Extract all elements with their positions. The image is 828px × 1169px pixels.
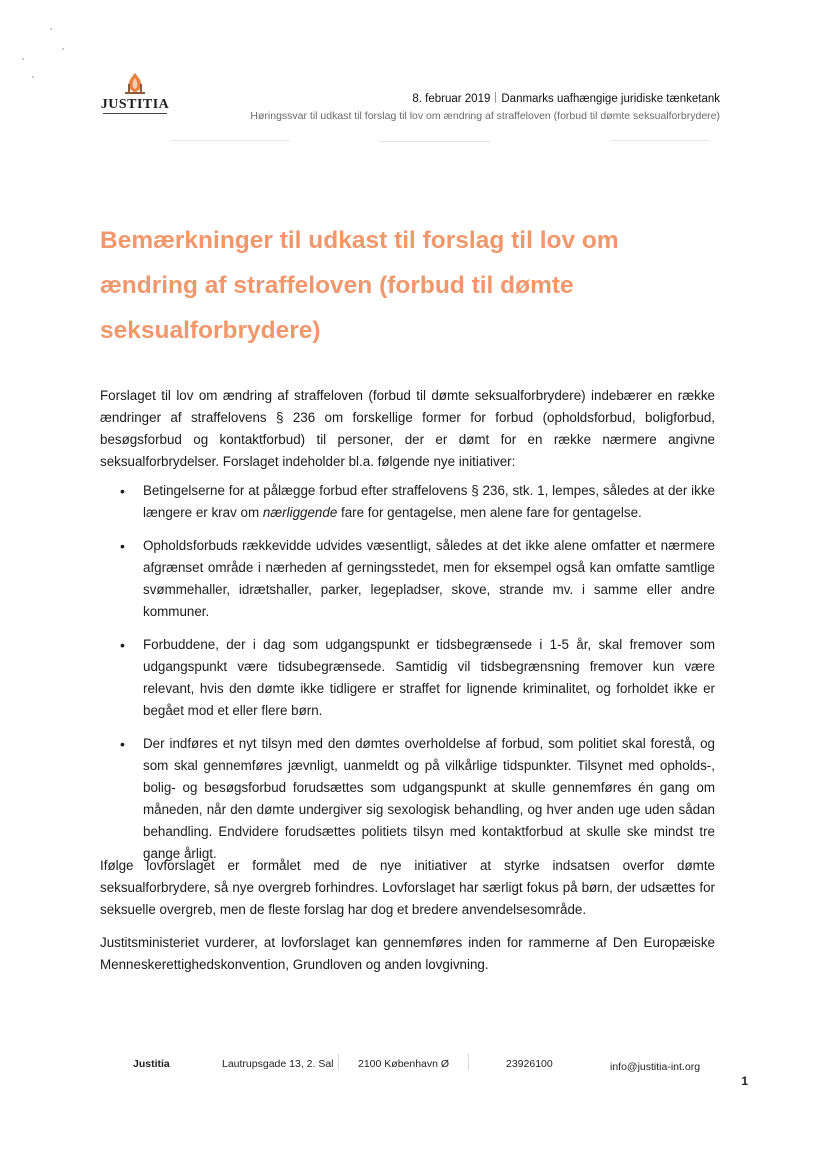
logo-wordmark: JUSTITIA xyxy=(100,97,170,112)
list-item xyxy=(100,634,715,722)
footer-city: 2100 København Ø xyxy=(358,1058,450,1070)
scan-speck xyxy=(32,76,34,78)
footer-address: Lautrupsgade 13, 2. Sal xyxy=(222,1058,334,1070)
page-number: 1 xyxy=(741,1074,748,1088)
bullet-text-1a: Betingelserne for at pålægge forbud efter straffelovens § 236, stk. 1, lempes, således at der ikke længere er krav om xyxy=(143,483,715,520)
scan-artifact-line xyxy=(610,140,710,141)
footer-phone: 23926100 xyxy=(506,1058,553,1070)
bullet-dot-icon: • xyxy=(120,483,125,499)
document-title: Bemærkninger til udkast til forslag til lov om ændring af straffeloven (forbud til dømte seksualforbrydere) xyxy=(100,227,619,344)
closing-paragraph-2 xyxy=(100,932,715,976)
closing-paragraph-1 xyxy=(100,855,715,921)
scan-artifact-line xyxy=(380,141,490,142)
header-subtitle: Høringssvar til udkast til forslag til lov om ændring af straffeloven (forbud til dømte seksualforbrydere) xyxy=(250,110,720,122)
scan-speck xyxy=(62,48,64,50)
bullet-text-3: Forbuddene, der i dag som udgangspunkt er tidsbegrænsede i 1-5 år, skal fremover som udgangspunkt være tidsubegrænsede. Samtidig vil tidsbegrænsning fremover kun være relevant, hvis den dømte ikke tidligere er straffet for lignende kriminalitet, og forholdet ikke er begået mod et eller flere børn. xyxy=(143,637,715,718)
closing-text-1: Ifølge lovforslaget er formålet med de nye initiativer at styrke indsatsen overfor dømte seksualforbrydere, så nye overgreb forhindres. Lovforslaget har særligt fokus på børn, der udsættes for seksuelle overgreb, men de fleste forslag har dog et bredere anvendelsesområde. xyxy=(100,858,715,917)
list-item xyxy=(100,480,715,524)
footer-name: Justitia xyxy=(133,1058,170,1070)
closing-text-2: Justitsministeriet vurderer, at lovforslaget kan gennemføres inden for rammerne af Den Europæiske Menneskerettighedskonvention, Grundloven og anden lovgivning. xyxy=(100,935,715,972)
bullet-text-1b: fare for gentagelse, men alene fare for gentagelse. xyxy=(337,505,642,520)
document-header xyxy=(250,90,720,124)
scan-speck xyxy=(50,28,52,30)
bullet-dot-icon: • xyxy=(120,736,125,752)
list-item xyxy=(100,535,715,623)
justitia-logo xyxy=(100,72,170,114)
header-divider xyxy=(495,92,496,103)
footer-divider xyxy=(468,1054,469,1070)
list-item xyxy=(100,733,715,865)
bullet-text-4: Der indføres et nyt tilsyn med den dømtes overholdelse af forbud, som politiet skal forestå, og som skal gennemføres jævnligt, uanmeldt og på vilkårlige tidspunkter. Tilsynet med opholds-, bolig- og besøgsforbud forudsættes som udgangspunkt at skulle gennemføres én gang om måneden, når den dømte undergiver sig sexologisk behandling, og hver anden uge uden sådan behandling. Endvidere forudsættes politiets tilsyn med kontaktforbud at skulle ske mindst tre gange årligt. xyxy=(143,736,715,861)
bullet-dot-icon: • xyxy=(120,538,125,554)
header-organization: Danmarks uafhængige juridiske tænketank xyxy=(501,93,720,105)
bullet-dot-icon: • xyxy=(120,637,125,653)
initiatives-list xyxy=(100,480,715,876)
header-date: 8. februar 2019 xyxy=(412,93,491,105)
scan-artifact-line xyxy=(170,140,290,141)
intro-text: Forslaget til lov om ændring af straffeloven (forbud til dømte seksualforbrydere) indebærer en række ændringer af straffelovens § 236 om forskellige former for forbud (opholdsforbud, boligforbud, besøgsforbud og kontaktforbud) til personer, der er dømt for en række nærmere angivne seksualforbrydelser. Forslaget indeholder bl.a. følgende nye initiativer: xyxy=(100,388,715,469)
bullet-text-2: Opholdsforbuds rækkevidde udvides væsentligt, således at det ikke alene omfatter et nærmere afgrænset område i nærheden af gerningsstedet, men for eksempel også kan omfatte samtlige svømmehaller, idrætshaller, parker, legepladser, skove, strande mv. i samme eller andre kommuner. xyxy=(143,538,715,619)
justitia-flame-icon xyxy=(122,72,148,96)
bullet-text-1-emphasis: nærliggende xyxy=(262,505,338,520)
scan-speck xyxy=(22,58,24,60)
intro-paragraph xyxy=(100,385,715,473)
logo-underline xyxy=(103,113,167,114)
footer-email[interactable]: info@justitia-int.org xyxy=(610,1061,701,1073)
footer-divider xyxy=(338,1054,339,1070)
